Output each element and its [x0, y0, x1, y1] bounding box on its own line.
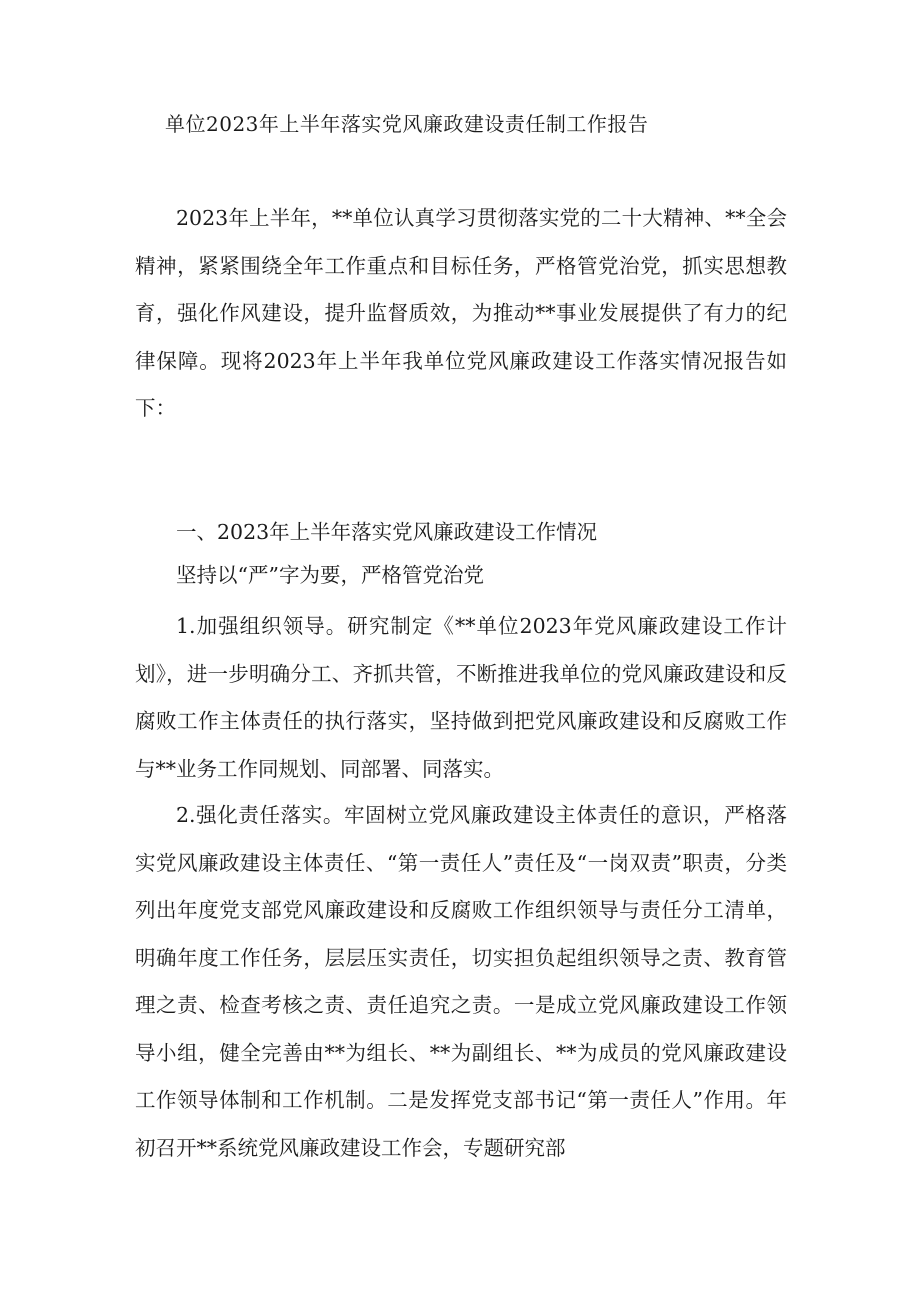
intro-paragraph: 2023年上半年，**单位认真学习贯彻落实党的二十大精神、**全会精神，紧紧围绕全年工作重点和目标任务，严格管党治党，抓实思想教育，强化作风建设，提升监督质效，为推动**事业发展提供了有力的纪律保障。现将2023年上半年我单位党风廉政建设工作落实情况报告如下：: [135, 206, 787, 420]
section-heading: 一、2023年上半年落实党风廉政建设工作情况: [176, 520, 598, 544]
item-paragraph-1: 1.加强组织领导。研究制定《**单位2023年党风廉政建设工作计划》，进一步明确分工、齐抓共管，不断推进我单位的党风廉政建设和反腐败工作主体责任的执行落实，坚持做到把党风廉政建设和反腐败工作与**业务工作同规划、同部署、同落实。: [135, 614, 787, 781]
document-title: 单位2023年上半年落实党风廉政建设责任制工作报告: [165, 112, 649, 136]
item-paragraph-2: 2.强化责任落实。牢固树立党风廉政建设主体责任的意识，严格落实党风廉政建设主体责任、“第一责任人”责任及“一岗双责”职责，分类列出年度党支部党风廉政建设和反腐败工作组织领导与责任分工清单，明确年度工作任务，层层压实责任，切实担负起组织领导之责、教育管理之责、检查考核之责、责任追究之责。一是成立党风廉政建设工作领导小组，健全完善由**为组长、**为副组长、**为成员的党风廉政建设工作领导体制和工作机制。二是发挥党支部书记“第一责任人”作用。年初召开**系统党风廉政建设工作会，专题研究部: [135, 803, 787, 1160]
subsection-heading: 坚持以“严”字为要，严格管党治党: [176, 563, 484, 587]
